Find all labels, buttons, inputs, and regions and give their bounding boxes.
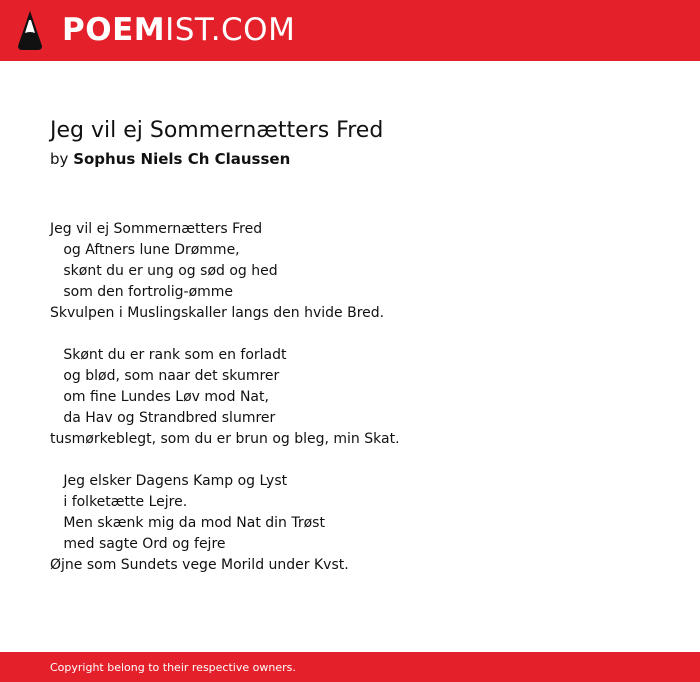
poem-line: og Aftners lune Drømme, [50,242,240,258]
author-name: Sophus Niels Ch Claussen [73,150,291,168]
byline [50,149,290,169]
poem-line: Jeg elsker Dagens Kamp og Lyst [50,473,288,489]
site-logo-link[interactable] [62,12,295,48]
poem-line: Men skænk mig da mod Nat din Trøst [50,515,325,531]
poem-body [50,219,670,576]
pencil-tip-icon[interactable] [17,10,43,51]
poem-line: Skønt du er rank som en forladt [50,347,287,363]
stanza-break [50,450,670,471]
poem-line: Skvulpen i Muslingskaller langs den hvide Bred. [50,305,385,321]
poem-line: Jeg vil ej Sommernætters Fred [50,221,263,237]
poem-line: Øjne som Sundets vege Morild under Kvst. [50,557,349,573]
site-header [0,0,700,61]
copyright-text: Copyright belong to their respective owners. [50,661,296,674]
poem-line: med sagte Ord og fejre [50,536,226,552]
poem-line: tusmørkeblegt, som du er brun og bleg, min Skat. [50,431,400,447]
brand-name-bold: POEM [62,12,166,48]
stanza-break [50,324,670,345]
brand-name-light: IST.COM [165,12,296,48]
poem-line: da Hav og Strandbred slumrer [50,410,276,426]
site-footer [0,652,700,682]
by-label: by [50,150,69,168]
poem-title: Jeg vil ej Sommernætters Fred [50,118,384,143]
poem-line: skønt du er ung og sød og hed [50,263,278,279]
poem-line: og blød, som naar det skumrer [50,368,280,384]
poem-line: om fine Lundes Løv mod Nat, [50,389,269,405]
poem-line: som den fortrolig-ømme [50,284,234,300]
poem-line: i folketætte Lejre. [50,494,188,510]
